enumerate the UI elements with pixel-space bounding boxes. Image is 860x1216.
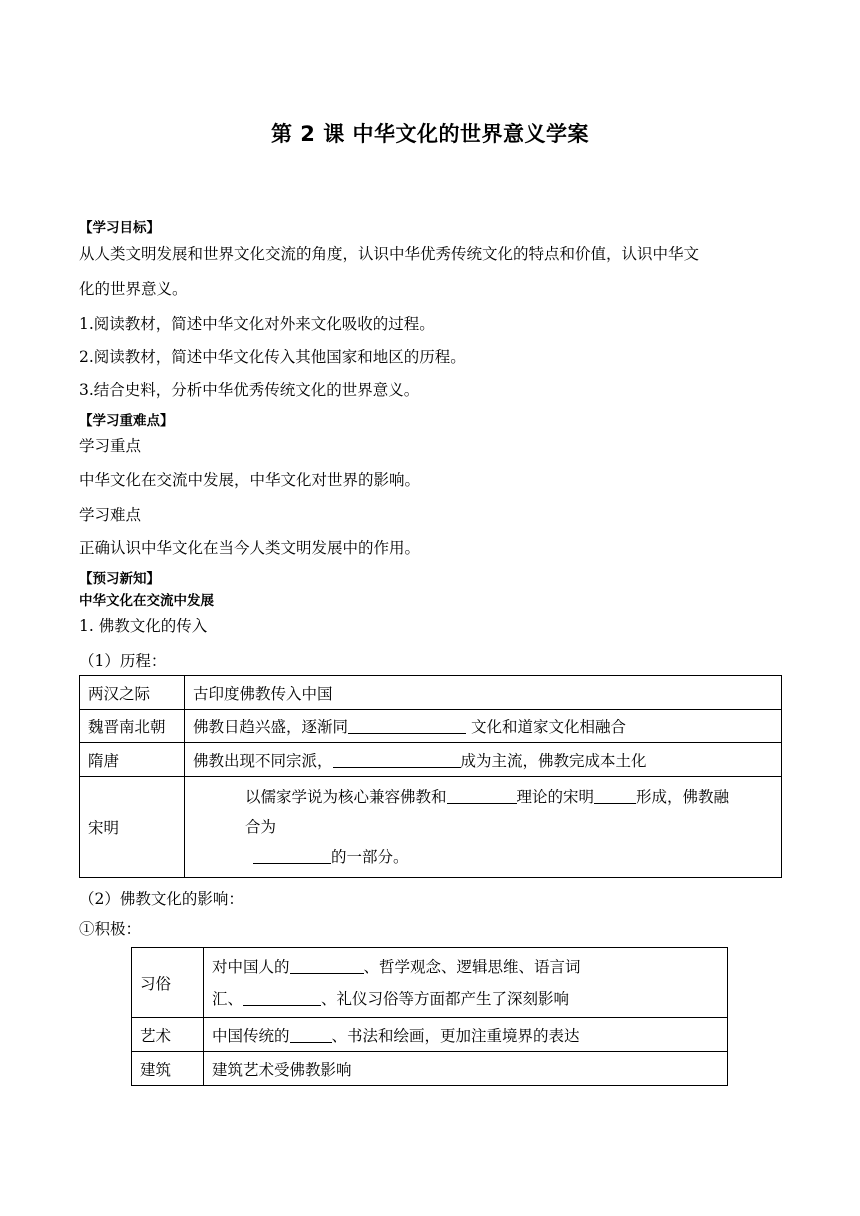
preview-item1: 1. 佛教文化的传入 — [79, 617, 208, 635]
difficulty-label: 学习难点 — [79, 506, 142, 524]
field-cell: 习俗 — [132, 948, 204, 1018]
fill-blank[interactable] — [594, 788, 636, 804]
goals-heading: 【学习目标】 — [79, 220, 160, 236]
fill-blank[interactable] — [348, 718, 466, 734]
content-cell: 中国传统的 、书法和绘画，更加注重境界的表达 — [204, 1018, 728, 1052]
page-title: 第 2 课 中华文化的世界意义学案 — [270, 122, 590, 146]
keypoints-heading: 【学习重难点】 — [79, 413, 174, 429]
period-cell: 宋明 — [80, 777, 185, 878]
goal-item: 2.阅读教材，简述中华文化传入其他国家和地区的历程。 — [79, 348, 466, 366]
buddhism-history-table — [79, 675, 782, 878]
fill-blank[interactable] — [290, 1027, 332, 1043]
period-cell: 两汉之际 — [80, 676, 185, 710]
content-cell: 对中国人的 、哲学观念、逻辑思维、语言词 汇、 、礼仪习俗等方面都产生了深刻影响 — [204, 948, 728, 1018]
fill-blank[interactable] — [333, 752, 461, 768]
goals-intro-line1: 从人类文明发展和世界文化交流的角度，认识中华优秀传统文化的特点和价值，认识中华文 — [79, 245, 700, 263]
table-row — [132, 1018, 728, 1052]
content-cell: 以儒家学说为核心兼容佛教和 理论的宋明 形成，佛教融 合为 的一部分。 — [185, 777, 782, 878]
influence-label: （2）佛教文化的影响： — [79, 890, 244, 908]
fill-blank[interactable] — [243, 990, 321, 1006]
fill-blank[interactable] — [290, 958, 364, 974]
content-cell: 佛教日趋兴盛，逐渐同 文化和道家文化相融合 — [185, 710, 782, 743]
process-label: （1）历程： — [79, 652, 167, 670]
content-cell: 古印度佛教传入中国 — [185, 676, 782, 710]
preview-subheading: 中华文化在交流中发展 — [79, 593, 214, 609]
preview-heading: 【预习新知】 — [79, 571, 160, 587]
period-cell: 魏晋南北朝 — [80, 710, 185, 743]
focus-label: 学习重点 — [79, 437, 142, 455]
field-cell: 艺术 — [132, 1018, 204, 1052]
difficulty-text: 正确认识中华文化在当今人类文明发展中的作用。 — [79, 539, 421, 557]
focus-text: 中华文化在交流中发展，中华文化对世界的影响。 — [79, 471, 421, 489]
fill-blank[interactable] — [447, 788, 517, 804]
goal-item: 3.结合史料，分析中华优秀传统文化的世界意义。 — [79, 381, 420, 399]
period-cell: 隋唐 — [80, 743, 185, 777]
field-cell: 建筑 — [132, 1052, 204, 1086]
goals-intro-line2: 化的世界意义。 — [79, 280, 188, 298]
content-cell: 佛教出现不同宗派， 成为主流，佛教完成本土化 — [185, 743, 782, 777]
table-row — [80, 743, 782, 777]
table-row — [80, 710, 782, 743]
fill-blank[interactable] — [253, 848, 331, 864]
table-row — [132, 948, 728, 1018]
buddhism-influence-table — [131, 947, 728, 1086]
content-cell: 建筑艺术受佛教影响 — [204, 1052, 728, 1086]
table-row — [80, 777, 782, 878]
positive-label: ①积极： — [79, 920, 142, 938]
table-row — [132, 1052, 728, 1086]
goal-item: 1.阅读教材，简述中华文化对外来文化吸收的过程。 — [79, 315, 435, 333]
table-row — [80, 676, 782, 710]
